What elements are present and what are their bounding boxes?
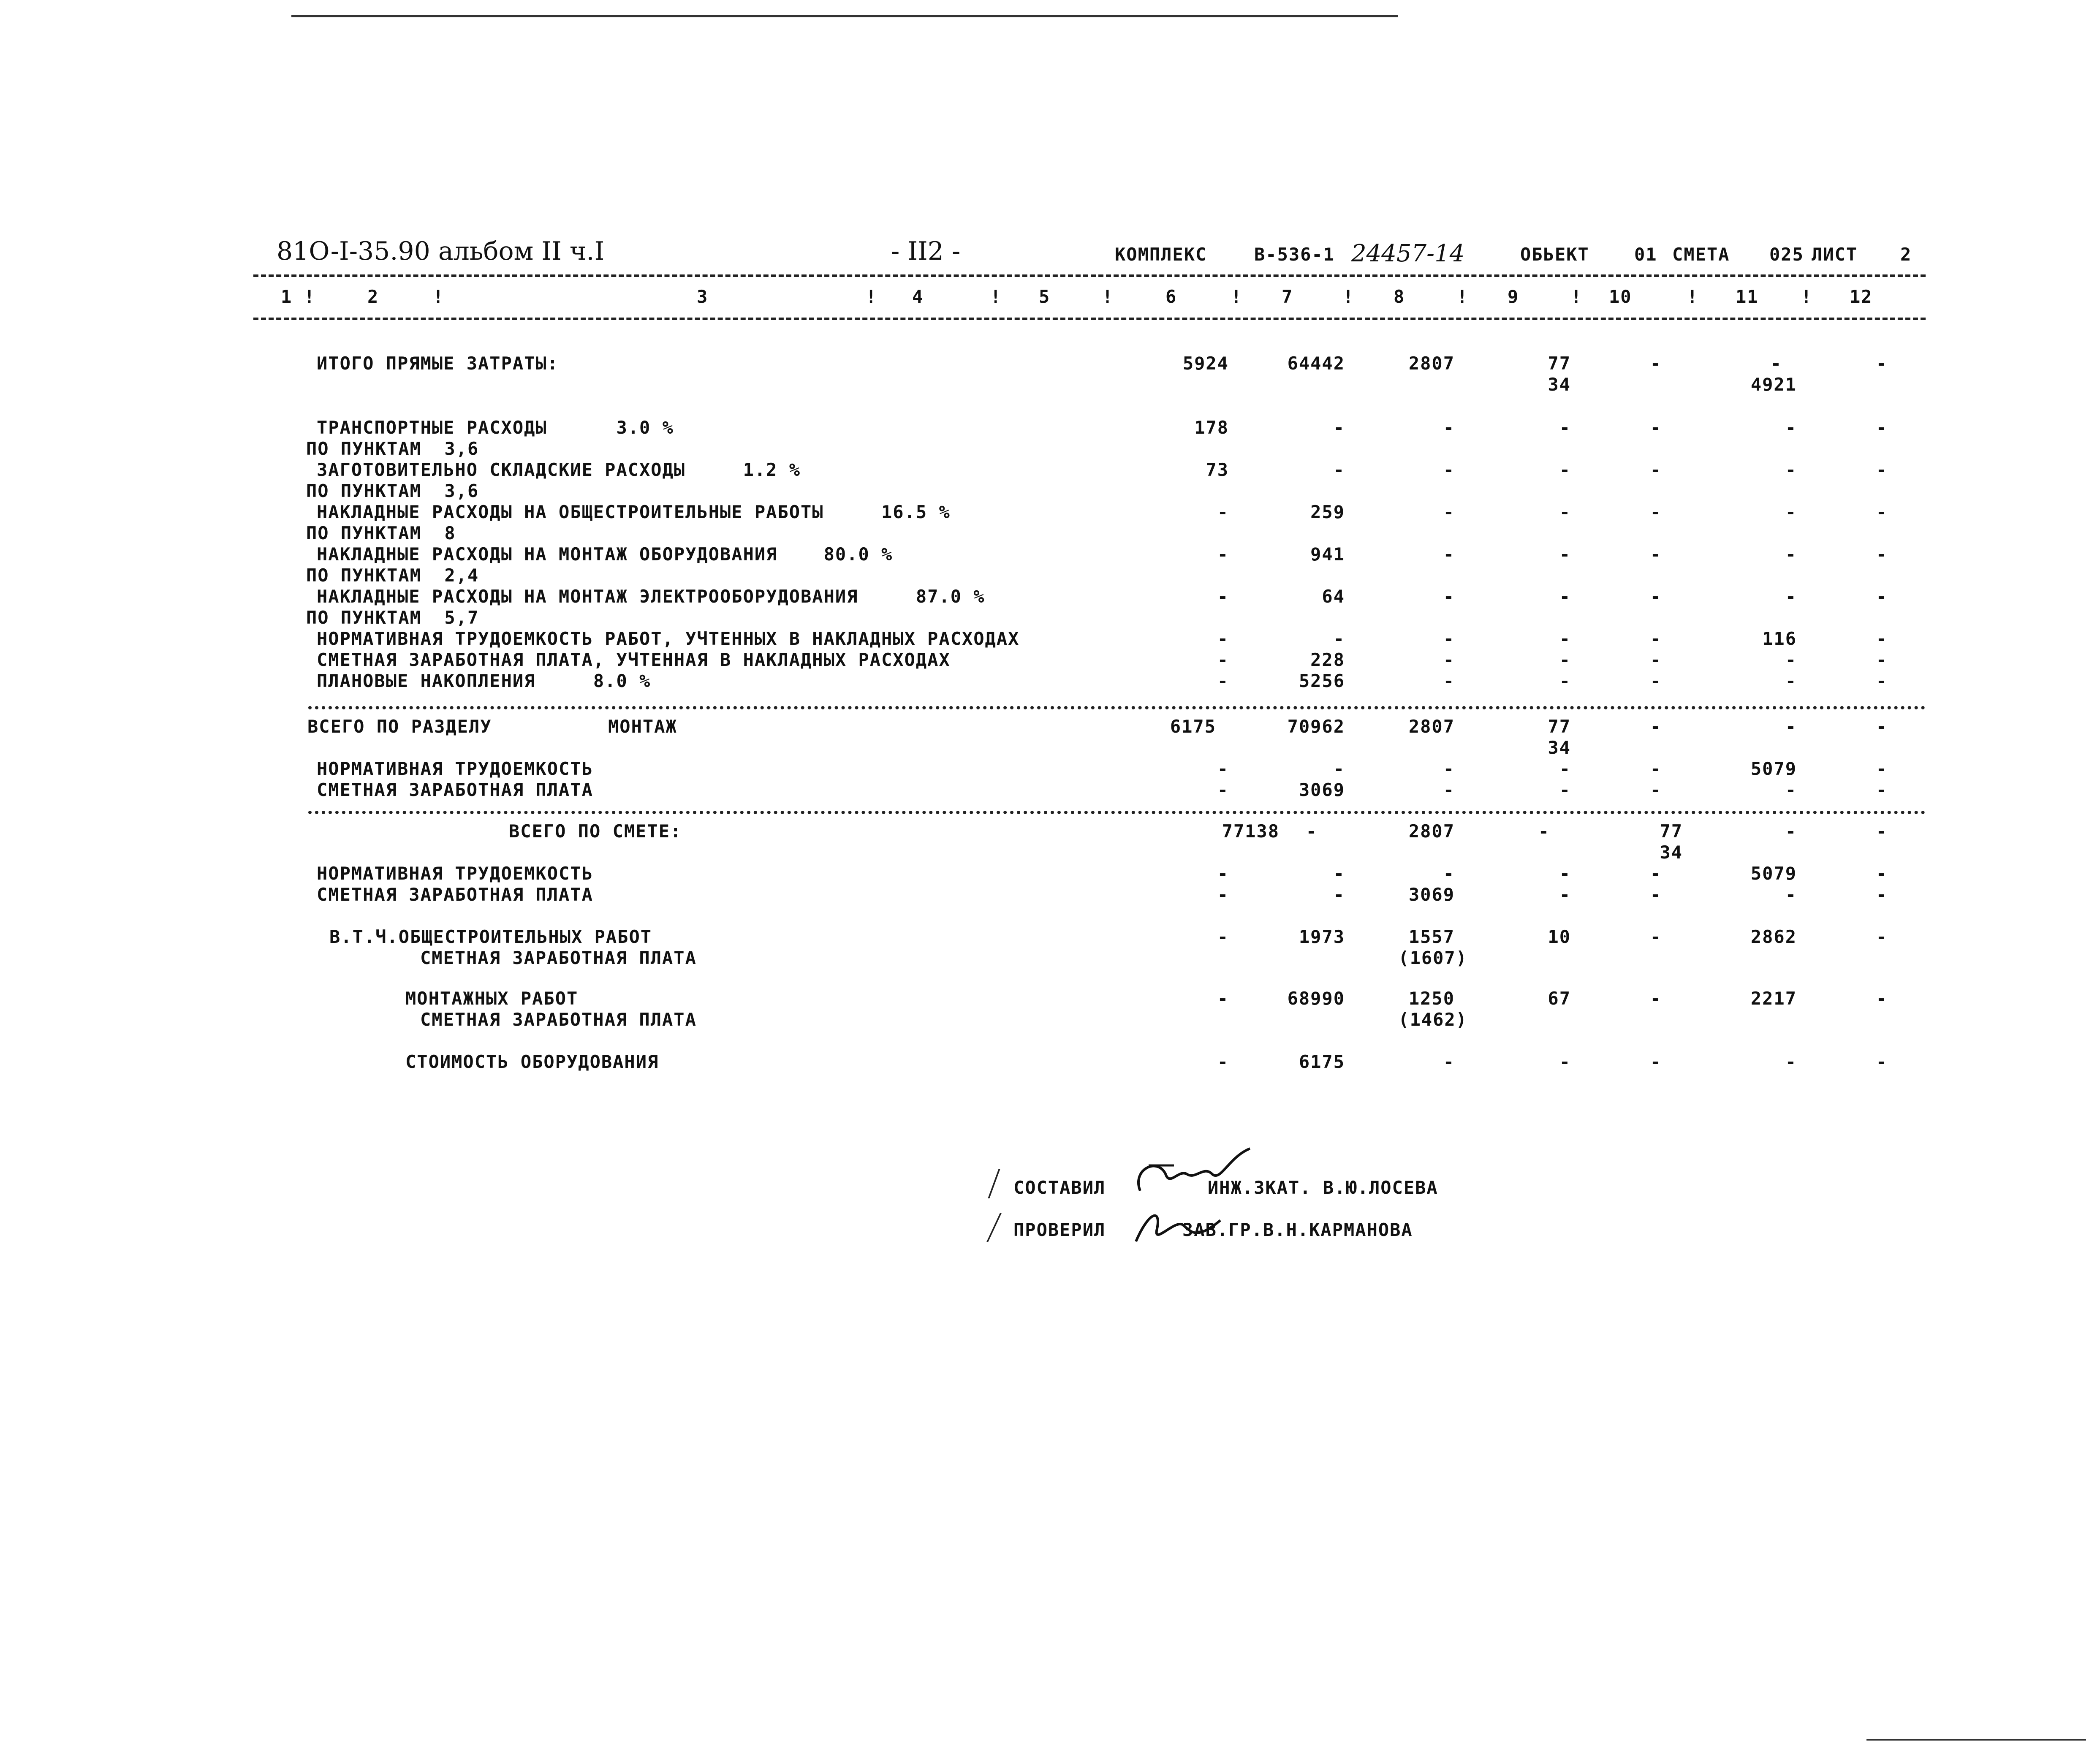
column-number-12: 12	[1850, 286, 1873, 307]
cell-col6: -	[1217, 758, 1229, 779]
cell-col6: -	[1217, 1051, 1229, 1072]
row-label: ЗАГОТОВИТЕЛЬНО СКЛАДСКИЕ РАСХОДЫ 1.2 %	[317, 459, 801, 480]
row-label: НАКЛАДНЫЕ РАСХОДЫ НА МОНТАЖ ЭЛЕКТРООБОРУДОВАНИЯ 87.0 %	[317, 586, 985, 607]
cell-col9: -	[1559, 863, 1571, 884]
cell-col7: -	[1333, 758, 1345, 779]
row-label: МОНТАЖНЫХ РАБОТ	[405, 988, 579, 1009]
cell-col12: -	[1876, 417, 1888, 438]
row-sub-label: ПО ПУНКТАМ 8	[306, 523, 456, 543]
cell-col7: 3069	[1299, 779, 1345, 800]
cell-col12: -	[1876, 779, 1888, 800]
cell-col12: -	[1876, 586, 1888, 607]
scan-line-bottom	[1866, 1739, 2086, 1741]
cell-col9: -	[1559, 459, 1571, 480]
cell-col9: 77	[1548, 716, 1571, 737]
cell-col10: -	[1650, 459, 1662, 480]
row-label: ТРАНСПОРТНЫЕ РАСХОДЫ 3.0 %	[317, 417, 674, 438]
cell-col6: -	[1217, 628, 1229, 649]
cell-col6: 77138	[1222, 821, 1280, 842]
checked-by: ЗАВ.ГР.В.Н.КАРМАНОВА	[1182, 1219, 1413, 1240]
signature-slash	[986, 1213, 1002, 1242]
cell-col6: -	[1217, 926, 1229, 947]
cell-col9: -	[1559, 586, 1571, 607]
complex-label: КОМПЛЕКС	[1115, 244, 1207, 265]
album-reference: 81O-I-35.90 альбом II ч.I	[277, 236, 605, 266]
cell-col9: 77	[1548, 353, 1571, 374]
row-label: СМЕТНАЯ ЗАРАБОТНАЯ ПЛАТА	[317, 779, 593, 800]
row-sub-label: ПО ПУНКТАМ 2,4	[306, 565, 479, 586]
cell-col10: -	[1650, 671, 1662, 691]
cell-col12: -	[1876, 821, 1888, 842]
cell-col6: -	[1217, 671, 1229, 691]
cell-col8: -	[1443, 863, 1455, 884]
cell-col6: 5924	[1182, 353, 1229, 374]
cell-col6: -	[1217, 863, 1229, 884]
cell-col10: -	[1650, 502, 1662, 522]
cell-col12: -	[1876, 758, 1888, 779]
cell-col8: 2807	[1408, 716, 1455, 737]
cell-col11: -	[1785, 586, 1797, 607]
cell-col9: -	[1559, 884, 1571, 905]
column-separator: !	[866, 286, 877, 307]
object-label: ОБЬЕКТ	[1520, 244, 1589, 265]
cell-col11-second-line: 4921	[1750, 374, 1797, 395]
row-label: СМЕТНАЯ ЗАРАБОТНАЯ ПЛАТА, УЧТЕННАЯ В НАКЛАДНЫХ РАСХОДАХ	[317, 649, 951, 670]
cell-col11: -	[1785, 884, 1797, 905]
column-number-5: 5	[1039, 286, 1051, 307]
cell-col12: -	[1876, 671, 1888, 691]
row-label: СМЕТНАЯ ЗАРАБОТНАЯ ПЛАТА	[317, 884, 593, 905]
cell-col8: 2807	[1408, 821, 1455, 842]
column-separator: !	[990, 286, 1002, 307]
cell-col10: 77	[1660, 821, 1683, 842]
cell-col8: -	[1443, 417, 1455, 438]
sheet-label: ЛИСТ	[1812, 244, 1858, 265]
cell-col8: -	[1443, 1051, 1455, 1072]
column-separator: !	[1231, 286, 1243, 307]
header-rule-bottom	[253, 318, 1926, 320]
row-label: НОРМАТИВНАЯ ТРУДОЕМКОСТЬ	[317, 758, 593, 779]
column-number-7: 7	[1282, 286, 1293, 307]
cell-col11: -	[1785, 502, 1797, 522]
cell-col10: -	[1650, 758, 1662, 779]
cell-col7: 68990	[1287, 988, 1345, 1009]
cell-col11: -	[1785, 779, 1797, 800]
column-separator: !	[1801, 286, 1813, 307]
cell-col12: -	[1876, 863, 1888, 884]
cell-col7: 70962	[1287, 716, 1345, 737]
cell-col12: -	[1876, 502, 1888, 522]
cell-col11: -	[1785, 671, 1797, 691]
row-label: НАКЛАДНЫЕ РАСХОДЫ НА МОНТАЖ ОБОРУДОВАНИЯ 80.0 %	[317, 544, 893, 565]
cell-col7: 6175	[1299, 1051, 1345, 1072]
cell-col8: -	[1443, 502, 1455, 522]
cell-col7: 5256	[1299, 671, 1345, 691]
estimate-label: СМЕТА	[1672, 244, 1730, 265]
cell-col11: -	[1785, 821, 1797, 842]
cell-col8: -	[1443, 779, 1455, 800]
cell-col11: 116	[1762, 628, 1797, 649]
cell-col8: -	[1443, 544, 1455, 565]
cell-col8: -	[1443, 671, 1455, 691]
cell-col12: -	[1876, 459, 1888, 480]
cell-col9: -	[1559, 758, 1571, 779]
row-sub-label: СМЕТНАЯ ЗАРАБОТНАЯ ПЛАТА	[420, 1009, 697, 1030]
cell-col11: -	[1785, 544, 1797, 565]
cell-col8: -	[1443, 649, 1455, 670]
cell-col9: -	[1559, 779, 1571, 800]
column-separator: !	[1343, 286, 1355, 307]
cell-col9: -	[1559, 671, 1571, 691]
column-separator: !	[1687, 286, 1699, 307]
cell-col6: 73	[1206, 459, 1229, 480]
section-label: ВСЕГО ПО РАЗДЕЛУ	[307, 716, 492, 737]
cell-col6: -	[1217, 988, 1229, 1009]
cell-col8: -	[1443, 758, 1455, 779]
cell-col6: -	[1217, 649, 1229, 670]
cell-col11: -	[1785, 649, 1797, 670]
cell-col7: 64	[1322, 586, 1345, 607]
cell-col10: -	[1650, 884, 1662, 905]
row-label: ПЛАНОВЫЕ НАКОПЛЕНИЯ 8.0 %	[317, 671, 651, 691]
cell-col11: -	[1785, 716, 1797, 737]
column-number-3: 3	[697, 286, 709, 307]
cell-col11: 5079	[1750, 863, 1797, 884]
object-number: 01	[1634, 244, 1657, 265]
cell-col12: -	[1876, 926, 1888, 947]
cell-col8-second-line: (1607)	[1398, 948, 1467, 968]
section-name: МОНТАЖ	[608, 716, 677, 737]
cell-col8: 1557	[1408, 926, 1455, 947]
cell-col7: -	[1333, 459, 1345, 480]
cell-col10: -	[1650, 649, 1662, 670]
cell-col7: -	[1333, 884, 1345, 905]
cell-col6: -	[1217, 586, 1229, 607]
row-sub-label: ПО ПУНКТАМ 3,6	[306, 481, 479, 501]
cell-col12: -	[1876, 353, 1888, 374]
cell-col10: -	[1650, 779, 1662, 800]
header-rule-top	[253, 274, 1926, 277]
column-number-4: 4	[912, 286, 924, 307]
sheet-number: 2	[1900, 244, 1912, 265]
cell-col8: -	[1443, 459, 1455, 480]
column-number-11: 11	[1736, 286, 1759, 307]
cell-col6: -	[1217, 779, 1229, 800]
cell-col12: -	[1876, 649, 1888, 670]
cell-col9: -	[1559, 1051, 1571, 1072]
estimate-number: 025	[1769, 244, 1804, 265]
cell-col10-second-line: 34	[1660, 842, 1683, 863]
column-number-6: 6	[1165, 286, 1177, 307]
cell-col7: 1973	[1299, 926, 1345, 947]
cell-col12: -	[1876, 628, 1888, 649]
row-label: НОРМАТИВНАЯ ТРУДОЕМКОСТЬ РАБОТ, УЧТЕННЫХ В НАКЛАДНЫХ РАСХОДАХ	[317, 628, 1020, 649]
row-sub-label: СМЕТНАЯ ЗАРАБОТНАЯ ПЛАТА	[420, 948, 697, 968]
cell-col10: -	[1650, 863, 1662, 884]
cell-col10: -	[1650, 926, 1662, 947]
cell-col9: 67	[1548, 988, 1571, 1009]
column-number-1: 1	[281, 286, 293, 307]
cell-col11: 2217	[1750, 988, 1797, 1009]
cell-col9: -	[1559, 628, 1571, 649]
cell-col8: -	[1443, 586, 1455, 607]
column-number-2: 2	[367, 286, 379, 307]
section-divider	[308, 706, 1926, 709]
scan-line-top	[291, 15, 1398, 17]
cell-col12: -	[1876, 1051, 1888, 1072]
row-label: СТОИМОСТЬ ОБОРУДОВАНИЯ	[405, 1051, 659, 1072]
compiled-label: СОСТАВИЛ	[1013, 1177, 1106, 1198]
column-separator: !	[304, 286, 316, 307]
cell-col12: -	[1876, 884, 1888, 905]
cell-col12: -	[1876, 988, 1888, 1009]
signature-slash	[988, 1169, 1000, 1198]
cell-col11: -	[1785, 1051, 1797, 1072]
column-separator: !	[433, 286, 445, 307]
row-label: ИТОГО ПРЯМЫЕ ЗАТРАТЫ:	[317, 353, 559, 374]
cell-col11: 2862	[1750, 926, 1797, 947]
cell-col8: 2807	[1408, 353, 1455, 374]
cell-col10: -	[1650, 544, 1662, 565]
cell-col8: 3069	[1408, 884, 1455, 905]
column-number-9: 9	[1508, 286, 1519, 307]
cell-col8-second-line: (1462)	[1398, 1009, 1467, 1030]
cell-col7: 64442	[1287, 353, 1345, 374]
cell-col6: -	[1217, 502, 1229, 522]
cell-col7: -	[1333, 628, 1345, 649]
cell-col10: -	[1650, 1051, 1662, 1072]
cell-col7: -	[1333, 863, 1345, 884]
cell-col10: -	[1650, 988, 1662, 1009]
cell-col11: -	[1785, 417, 1797, 438]
cell-col7: 259	[1310, 502, 1345, 522]
column-separator: !	[1571, 286, 1583, 307]
cell-col9: 10	[1548, 926, 1571, 947]
column-separator: !	[1102, 286, 1114, 307]
column-separator: !	[1457, 286, 1469, 307]
cell-col10: -	[1650, 417, 1662, 438]
cell-col10: -	[1650, 586, 1662, 607]
row-label: НАКЛАДНЫЕ РАСХОДЫ НА ОБЩЕСТРОИТЕЛЬНЫЕ РАБОТЫ 16.5 %	[317, 502, 951, 522]
cell-col6: 6175	[1170, 716, 1216, 737]
row-label: НОРМАТИВНАЯ ТРУДОЕМКОСТЬ	[317, 863, 593, 884]
row-sub-label: ПО ПУНКТАМ 3,6	[306, 438, 479, 459]
cell-col10: -	[1650, 716, 1662, 737]
row-label: В.Т.Ч.ОБЩЕСТРОИТЕЛЬНЫХ РАБОТ	[329, 926, 652, 947]
cell-col10: -	[1650, 628, 1662, 649]
cell-col7: 228	[1310, 649, 1345, 670]
cell-col12: -	[1876, 716, 1888, 737]
compiled-by: ИНЖ.3КАТ. В.Ю.ЛОСЕВА	[1208, 1177, 1438, 1198]
cell-col9: -	[1538, 821, 1550, 842]
complex-handwritten-number: 24457-14	[1351, 240, 1465, 267]
cell-col9-second-line: 34	[1548, 737, 1571, 758]
complex-code: В-536-1	[1254, 244, 1335, 265]
column-number-8: 8	[1394, 286, 1405, 307]
cell-col6: -	[1217, 544, 1229, 565]
cell-col11: -	[1770, 353, 1782, 374]
cell-col7: -	[1333, 417, 1345, 438]
cell-col6: 178	[1194, 417, 1229, 438]
row-sub-label: ПО ПУНКТАМ 5,7	[306, 607, 479, 628]
cell-col7: -	[1306, 821, 1318, 842]
cell-col8: 1250	[1408, 988, 1455, 1009]
cell-col9: -	[1559, 502, 1571, 522]
cell-col10: -	[1650, 353, 1662, 374]
cell-col9-second-line: 34	[1548, 374, 1571, 395]
page-number: - II2 -	[891, 236, 961, 266]
cell-col7: 941	[1310, 544, 1345, 565]
cell-col9: -	[1559, 649, 1571, 670]
column-number-10: 10	[1609, 286, 1632, 307]
cell-col6: -	[1217, 884, 1229, 905]
cell-col9: -	[1559, 544, 1571, 565]
estimate-divider	[308, 811, 1926, 814]
estimate-total-label: ВСЕГО ПО СМЕТЕ:	[509, 821, 682, 842]
cell-col8: -	[1443, 628, 1455, 649]
cell-col9: -	[1559, 417, 1571, 438]
cell-col11: -	[1785, 459, 1797, 480]
checked-label: ПРОВЕРИЛ	[1013, 1219, 1106, 1240]
cell-col11: 5079	[1750, 758, 1797, 779]
cell-col12: -	[1876, 544, 1888, 565]
